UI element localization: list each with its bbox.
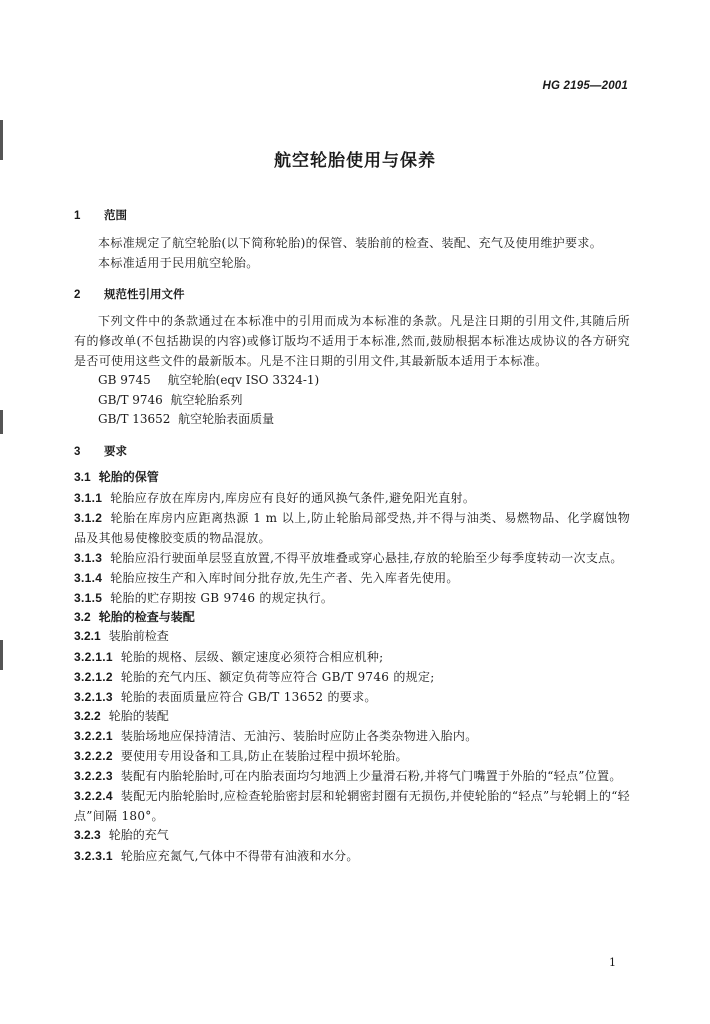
scan-edge-mark [0, 410, 3, 434]
clause: 3.1.1 轮胎应存放在库房内,库房应有良好的通风换气条件,避免阳光直射。 [74, 490, 476, 505]
document-title: 航空轮胎使用与保养 [274, 151, 436, 171]
clause: 3.1.4 轮胎应按生产和入库时间分批存放,先生产者、先入库者先使用。 [74, 570, 459, 585]
clause-heading: 3.1 轮胎的保管 [74, 470, 159, 484]
clause-heading: 3.2.1 装胎前检查 [74, 629, 169, 643]
clause: 3.2.1.2 轮胎的充气内压、额定负荷等应符合 GB/T 9746 的规定; [74, 669, 435, 684]
scan-edge-mark [0, 640, 3, 670]
clause: 3.1.5 轮胎的贮存期按 GB 9746 的规定执行。 [74, 590, 334, 605]
document-body [74, 206, 630, 866]
reference-item: GB 9745 航空轮胎(eqv ISO 3324-1) [98, 373, 320, 387]
section-heading-1: 1 范围 [74, 208, 127, 222]
reference-item: GB/T 13652 航空轮胎表面质量 [98, 412, 275, 426]
section-heading-2: 2 规范性引用文件 [74, 286, 185, 301]
page-number: 1 [609, 956, 616, 969]
paragraph: 本标准适用于民用航空轮胎。 [98, 255, 259, 270]
clause: 3.1.2 轮胎在库房内应距离热源 1 m 以上,防止轮胎局部受热,并不得与油类、易燃物品、化学腐蚀物品及其他易使橡胶变质的物品混放。 [74, 510, 630, 545]
clause: 3.2.2.3 装配有内胎轮胎时,可在内胎表面均匀地洒上少量滑石粉,并将气门嘴置于外胎的“轻点”位置。 [74, 769, 622, 783]
clause-heading: 3.2.2 轮胎的装配 [74, 708, 169, 723]
paragraph: 下列文件中的条款通过在本标准中的引用而成为本标准的条款。凡是注日期的引用文件,其随后所有的修改单(不包括勘误的内容)或修订版均不适用于本标准,然而,鼓励根据本标准达成协议的各方研究是否可使用这些文件的最新版本。凡是不注日期的引用文件,其最新版本适用于本标准。 [74, 314, 630, 368]
clause: 3.2.2.1 装胎场地应保持清洁、无油污、装胎时应防止各类杂物进入胎内。 [74, 729, 478, 743]
clause: 3.2.3.1 轮胎应充氮气,气体中不得带有油液和水分。 [74, 848, 359, 863]
clause: 3.2.2.2 要使用专用设备和工具,防止在装胎过程中损坏轮胎。 [74, 749, 408, 763]
paragraph: 本标准规定了航空轮胎(以下简称轮胎)的保管、装胎前的检查、装配、充气及使用维护要求。 [98, 235, 603, 250]
clause: 3.2.1.1 轮胎的规格、层级、额定速度必须符合相应机种; [74, 649, 384, 664]
reference-item: GB/T 9746 航空轮胎系列 [98, 392, 243, 407]
clause-heading: 3.2 轮胎的检查与装配 [74, 609, 195, 624]
section-heading-3: 3 要求 [74, 443, 127, 458]
clause: 3.1.3 轮胎应沿行驶面单层竖直放置,不得平放堆叠或穿心悬挂,存放的轮胎至少每季度转动一次支点。 [74, 550, 623, 565]
standard-code: HG 2195—2001 [542, 80, 628, 92]
clause: 3.2.2.4 装配无内胎轮胎时,应检查轮胎密封层和轮辋密封圈有无损伤,并使轮胎的“轻点”与轮辋上的“轻点”间隔 180°。 [74, 789, 630, 823]
clause: 3.2.1.3 轮胎的表面质量应符合 GB/T 13652 的要求。 [74, 689, 377, 704]
clause-heading: 3.2.3 轮胎的充气 [74, 828, 169, 842]
